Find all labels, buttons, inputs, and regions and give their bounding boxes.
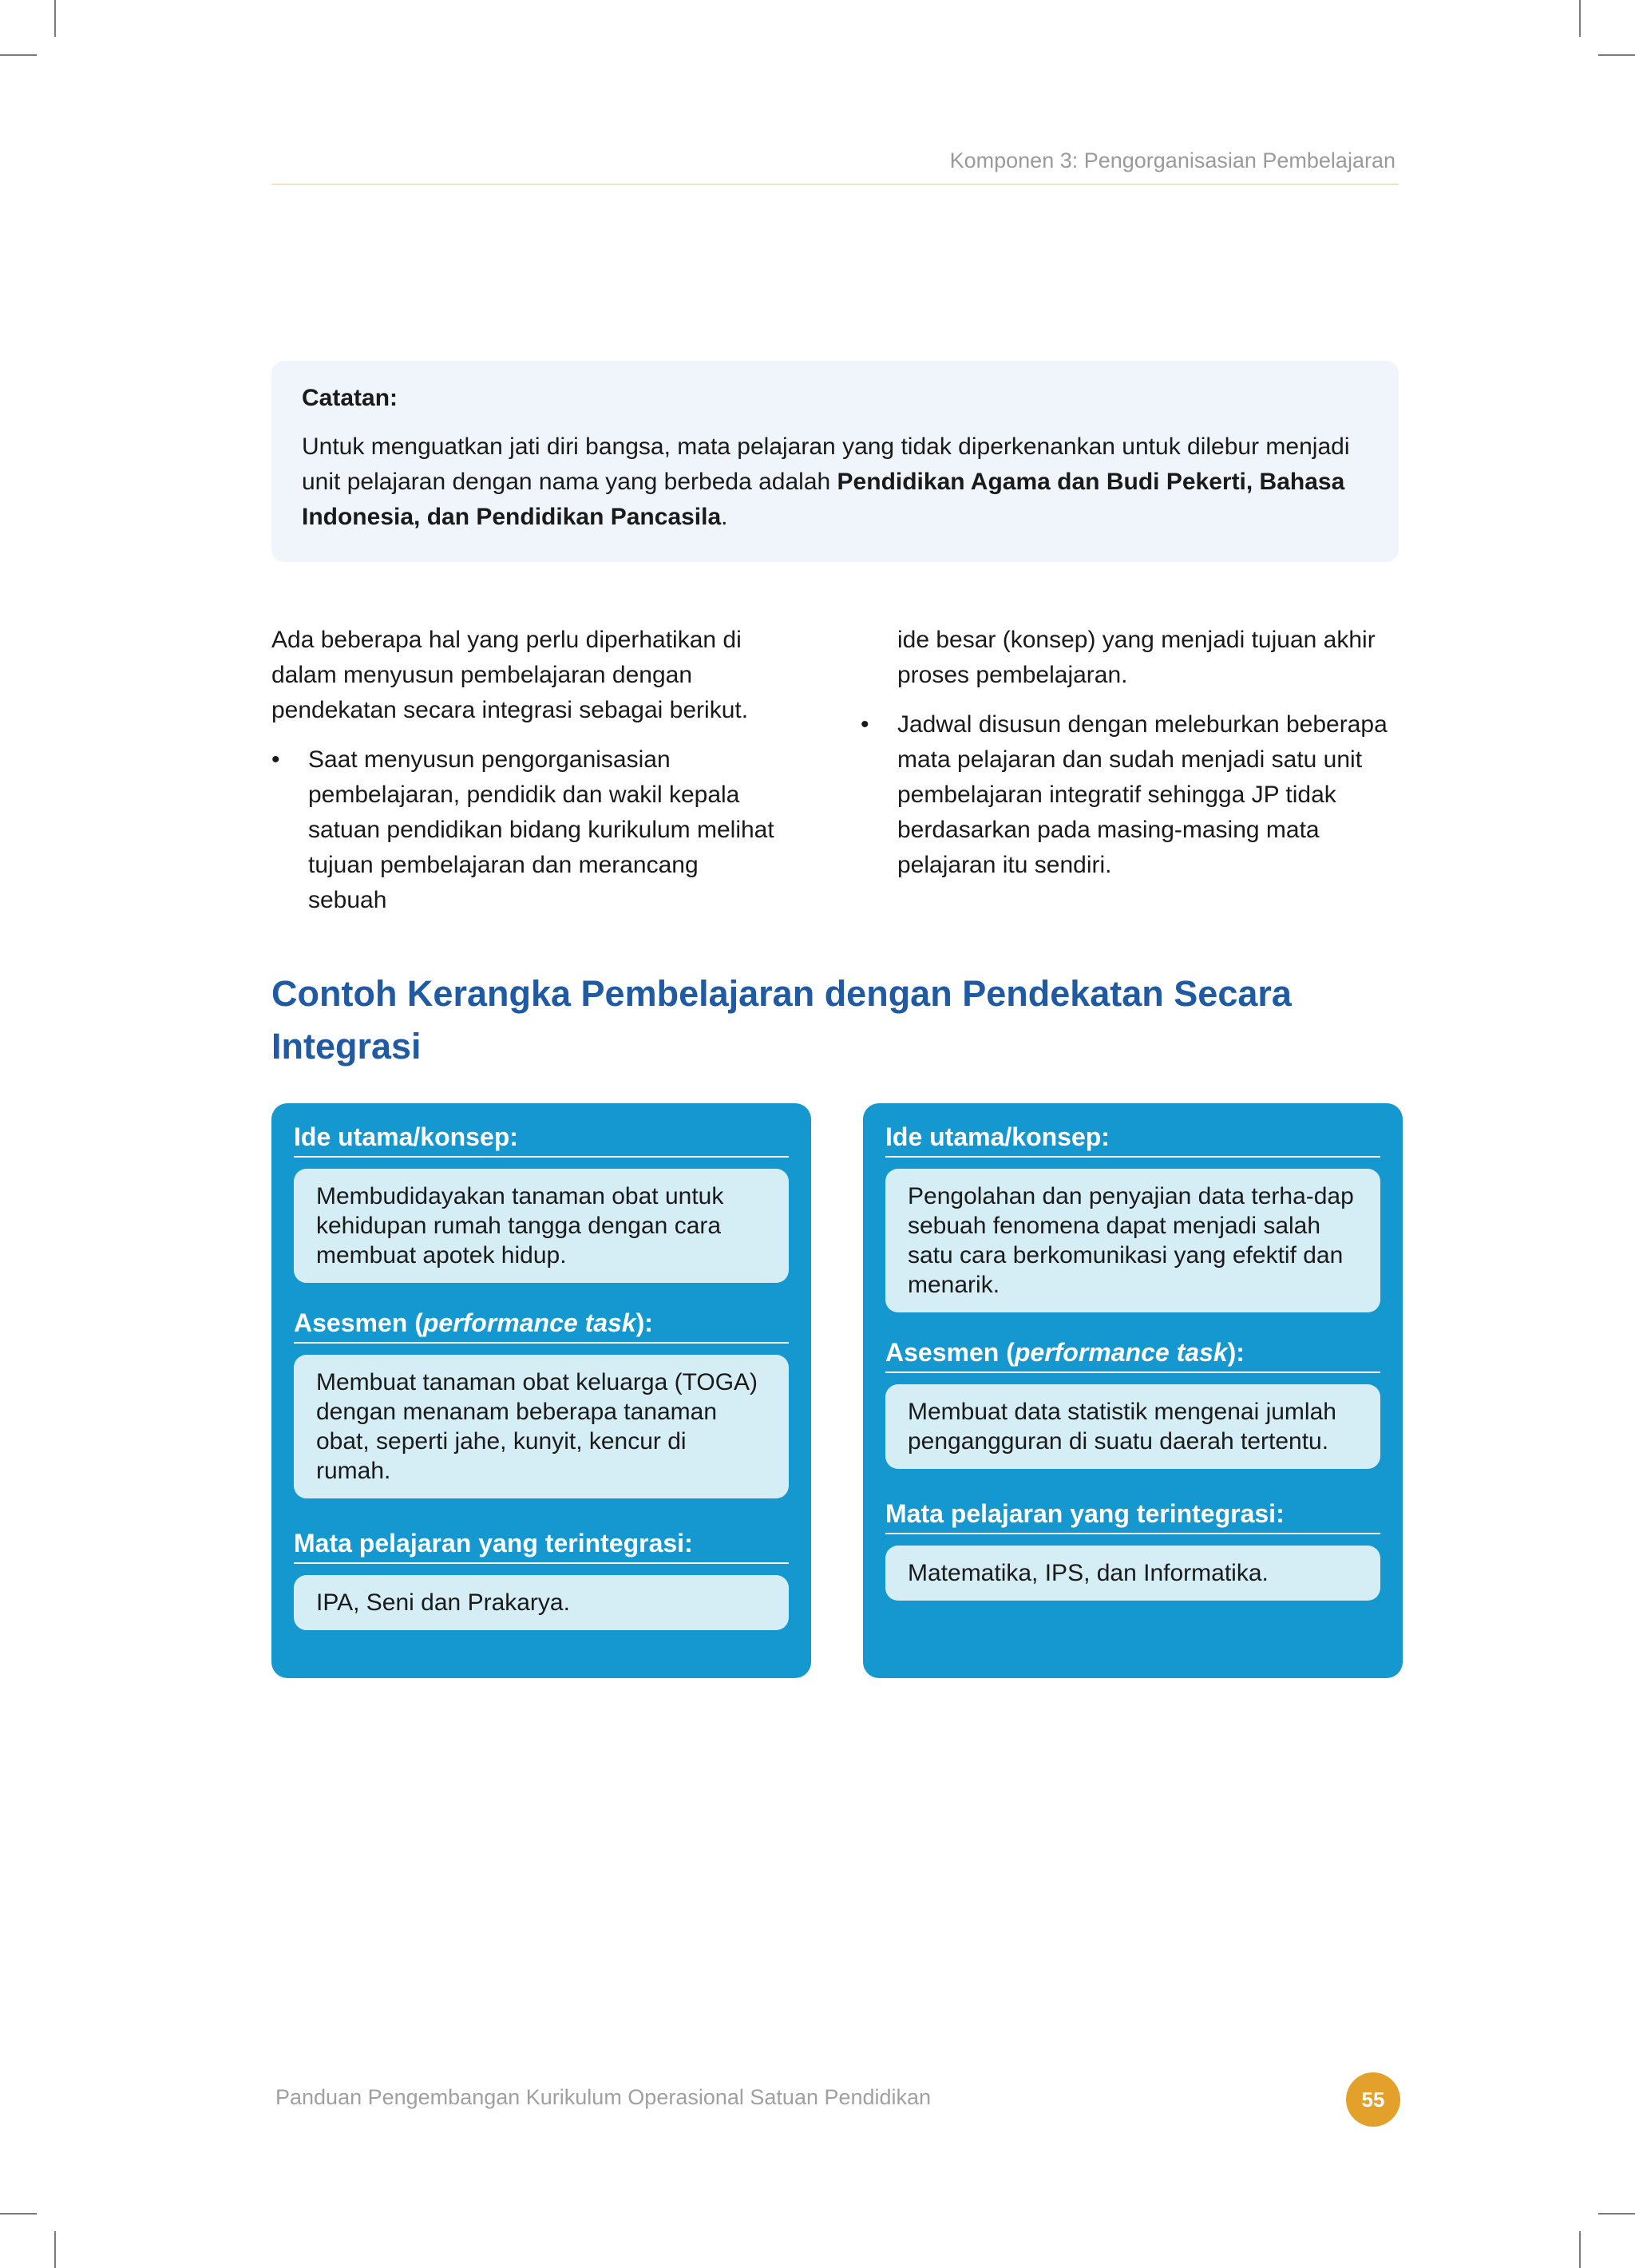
crop-mark [54, 0, 56, 37]
card-heading-subjects: Mata pelajaran yang terintegrasi: [294, 1527, 789, 1564]
card-idea-text: Pengolahan dan penyajian data terha-dap sebuah fenomena dapat menjadi salah satu cara berkomunikasi yang efektif dan menarik. [885, 1169, 1380, 1312]
crop-mark [0, 2213, 37, 2215]
card-subjects-text: IPA, Seni dan Prakarya. [294, 1575, 789, 1630]
assessment-label-suffix: ): [635, 1308, 653, 1337]
bullet-item [271, 742, 782, 918]
bullet-text: Jadwal disusun dengan meleburkan beberapa mata pelajaran dan sudah menjadi satu unit pembelajaran integratif sehingga JP tidak berdasarkan pada masing-masing mata pelajaran itu sendiri. [897, 711, 1388, 878]
intro-paragraph: Ada beberapa hal yang perlu diperhatikan di dalam menyusun pembelajaran dengan pendekatan secara integrasi sebagai berikut. [271, 627, 749, 723]
crop-mark [1598, 2213, 1635, 2215]
card-idea-text: Membudidayakan tanaman obat untuk kehidupan rumah tangga dengan cara membuat apotek hidup. [294, 1169, 789, 1283]
note-title: Catatan: [302, 385, 398, 411]
card-heading-idea: Ide utama/konsep: [885, 1121, 1380, 1158]
assessment-label-italic: performance task [422, 1308, 636, 1337]
crop-mark [1579, 2231, 1581, 2268]
assessment-label-suffix: ): [1227, 1338, 1245, 1367]
assessment-label-italic: performance task [1014, 1338, 1228, 1367]
header-rule [271, 184, 1399, 185]
card-heading-assessment [294, 1307, 789, 1344]
card-heading-assessment [885, 1336, 1380, 1373]
note-text-plain: Untuk menguatkan jati diri bangsa, mata pelajaran yang tidak diperkenankan untuk dilebur menjadi unit pelajaran dengan nama yang berbeda adalah [302, 433, 1350, 495]
assessment-label-prefix: Asesmen ( [294, 1308, 423, 1337]
note-text [302, 429, 1368, 535]
card-subjects-text: Matematika, IPS, dan Informatika. [885, 1546, 1380, 1601]
running-head: Komponen 3: Pengorganisasian Pembelajaran [949, 148, 1395, 172]
card-assessment-text: Membuat tanaman obat keluarga (TOGA) dengan menanam beberapa tanaman obat, seperti jahe, kunyit, kencur di rumah. [294, 1355, 789, 1498]
bullet-continuation: ide besar (konsep) yang menjadi tujuan akhir proses pembelajaran. [897, 627, 1376, 688]
body-column-left [271, 623, 782, 932]
framework-card-2 [863, 1103, 1403, 1678]
card-heading-idea: Ide utama/konsep: [294, 1121, 789, 1158]
card-assessment-text: Membuat data statistik mengenai jumlah pengangguran di suatu daerah tertentu. [885, 1384, 1380, 1469]
crop-mark [54, 2231, 56, 2268]
crop-mark [1579, 0, 1581, 37]
bullet-marker: • [861, 711, 869, 738]
assessment-label-prefix: Asesmen ( [885, 1338, 1015, 1367]
body-column-right [861, 623, 1403, 897]
crop-mark [1598, 54, 1635, 56]
framework-card-1 [271, 1103, 811, 1678]
bullet-marker: • [271, 746, 280, 773]
note-text-bold: Pendidikan Agama dan Budi Pekerti, Bahasa Indonesia, dan Pendidikan Pancasila [302, 469, 1345, 530]
note-box [271, 361, 1399, 562]
footer-book-title: Panduan Pengembangan Kurikulum Operasional Satuan Pendidikan [275, 2085, 932, 2109]
crop-mark [0, 54, 37, 56]
page-number-badge: 55 [1346, 2072, 1400, 2127]
bullet-item [861, 707, 1403, 883]
card-heading-subjects: Mata pelajaran yang terintegrasi: [885, 1498, 1380, 1534]
section-title: Contoh Kerangka Pembelajaran dengan Pendekatan Secara Integrasi [271, 973, 1292, 1067]
bullet-text: Saat menyusun pengorganisasian pembelajaran, pendidik dan wakil kepala satuan pendidikan bidang kurikulum melihat tujuan pembelajaran dan merancang sebuah [308, 746, 774, 913]
note-text-end: . [721, 504, 728, 530]
